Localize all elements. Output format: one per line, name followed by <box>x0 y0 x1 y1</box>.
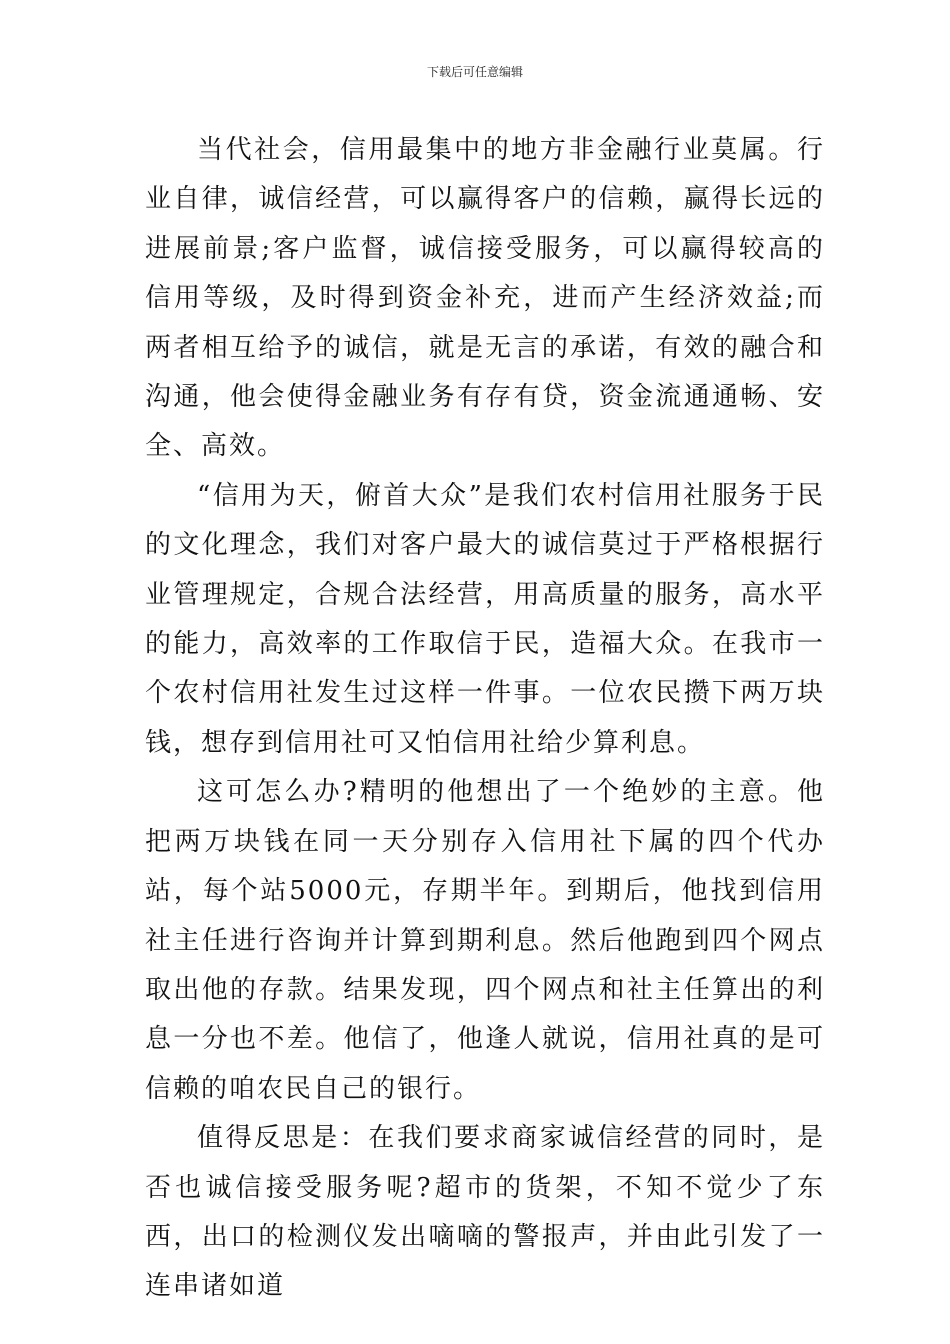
paragraph-credit-union-philosophy: “信用为天，俯首大众”是我们农村信用社服务于民的文化理念，我们对客户最大的诚信莫过于严格根据行业管理规定，合规合法经营，用高质量的服务，高水平的能力，高效率的工作取信于民，造福大众。在我市一个农村信用社发生过这样一件事。一位农民攒下两万块钱，想存到信用社可又怕信用社给少算利息。 <box>145 480 825 758</box>
paragraph-finance-integrity: 当代社会，信用最集中的地方非金融行业莫属。行业自律，诚信经营，可以赢得客户的信赖，赢得长远的进展前景;客户监督，诚信接受服务，可以赢得较高的信用等级，及时得到资金补充，进而产生经济效益;而两者相互给予的诚信，就是无言的承诺，有效的融合和沟通，他会使得金融业务有存有贷，资金流通通畅、安全、高效。 <box>145 135 825 462</box>
document-body <box>145 126 825 1312</box>
paragraph-farmer-story: 这可怎么办?精明的他想出了一个绝妙的主意。他把两万块钱在同一天分别存入信用社下属的四个代办站，每个站5000元，存期半年。到期后，他找到信用社主任进行咨询并计算到期利息。然后他跑到四个网点取出他的存款。结果发现，四个网点和社主任算出的利息一分也不差。他信了，他逢人就说，信用社真的是可信赖的咱农民自己的银行。 <box>145 777 825 1104</box>
page-header-note: 下载后可任意编辑 <box>426 65 523 79</box>
paragraph-reflection: 值得反思是：在我们要求商家诚信经营的同时，是否也诚信接受服务呢?超市的货架，不知不觉少了东西，出口的检测仪发出嘀嘀的警报声，并由此引发了一连串诸如道 <box>145 1123 825 1302</box>
